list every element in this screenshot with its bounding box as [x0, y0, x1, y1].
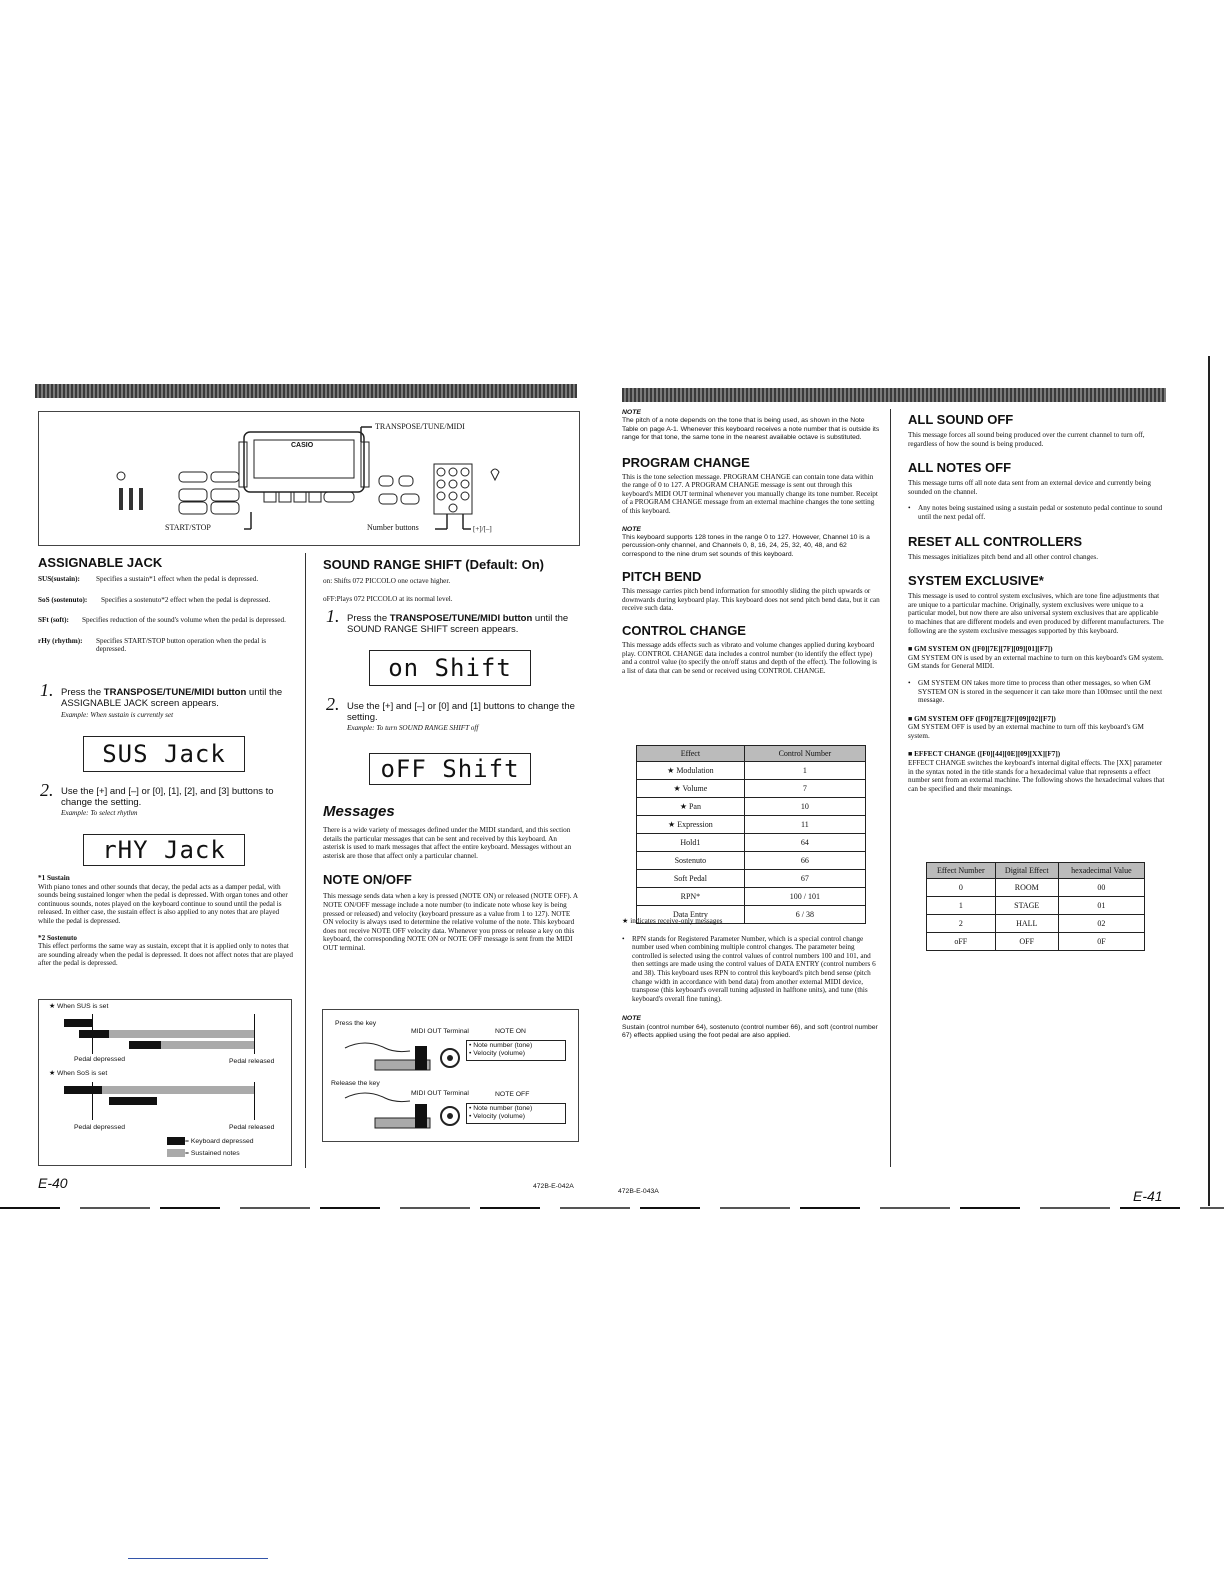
note-on-data-box: • Note number (tone) • Velocity (volume)	[466, 1040, 566, 1061]
effect-change-text: EFFECT CHANGE switches the keyboard's internal digital effects. The [XX] parameter in the syntax noted in the title stands for a hexadecimal value that represents a effect number sent from an external machine. The following shows the hexadecimal values that can be specified and their meanings.	[908, 759, 1165, 793]
keyboard-depressed-bar	[129, 1041, 161, 1049]
all-notes-off-title: ALL NOTES OFF	[908, 460, 1012, 476]
note1-text: The pitch of a note depends on the tone that is being used, as shown in the Note Table on page A-1. Whenever this keyboard receives a note number that is outside its range for that tone, the same tone in the nearest available octave is substituted.	[622, 417, 880, 442]
assignable-step2: Use the [+] and [–] or [0], [1], [2], and [3] buttons to change the setting.	[61, 786, 274, 808]
all-notes-off-text: This message turns off all note data sent from an external device and currently being sounded on the channel.	[908, 479, 1151, 496]
brand-logo: CASIO	[291, 442, 314, 449]
note-off-label: NOTE OFF	[495, 1091, 530, 1098]
sustain-note-title: *1 Sustain	[38, 874, 70, 882]
assignable-step1: Press the TRANSPOSE/TUNE/MIDI button until the ASSIGNABLE JACK screen appears.	[61, 687, 283, 709]
pedal-depressed-label: Pedal depressed	[74, 1056, 126, 1063]
sostenuto-note-text: This effect performs the same way as sustain, except that it is applied only to notes that are sounding already when the pedal is depressed. It does not affect notes that are played after the pedal is depressed.	[38, 942, 293, 968]
page-edge-line	[1208, 356, 1210, 1206]
table-row: 1 STAGE 01	[927, 897, 1145, 915]
table-header: hexadecimal Value	[1058, 863, 1144, 879]
table-row: Sostenuto 66	[637, 852, 866, 870]
pedal-depressed-label: Pedal depressed	[74, 1124, 126, 1131]
note-label: NOTE	[622, 1015, 641, 1023]
program-change-title: PROGRAM CHANGE	[622, 454, 750, 470]
right-right-column	[908, 412, 1165, 793]
gm-system-off-title: ■ GM SYSTEM OFF ([F0][7E][7F][09][02][F7])	[908, 714, 1056, 723]
column-divider	[305, 553, 306, 1168]
control-change-title: CONTROL CHANGE	[622, 623, 746, 638]
page-number-right: E-41	[1133, 1188, 1163, 1204]
gm-system-on-bullet: • GM SYSTEM ON takes more time to process than other messages, so when GM SYSTEM ON is stored in the sequencer it can take more than 100msec until the next message.	[908, 678, 1163, 705]
sustain-note-text: With piano tones and other sounds that decay, the pedal acts as a damper pedal, with sounds being sustained longer when the pedal is depressed. With organ tones and other continuous sounds, notes played on the keyboard continue to sound until the pedal is released. In either case, the sustain effect is also applied to any notes that are played while the pedal is depressed.	[38, 882, 288, 925]
table-header: Digital Effect	[995, 863, 1058, 879]
pedal-timing-figure	[38, 999, 292, 1166]
column-divider	[890, 409, 891, 1167]
sus-figure-label: ★ When SUS is set	[49, 1003, 109, 1010]
program-change-text: This is the tone selection message. PROGRAM CHANGE can contain tone data within the range of 0 to 127. A PROGRAM CHANGE message is sent out through this keyboard's MIDI OUT terminal whenever you manually change its tone number. Receipt of a PROGRAM CHANGE message from an external machine changes the tone setting of this keyboard.	[622, 472, 878, 515]
all-sound-off-title: ALL SOUND OFF	[908, 412, 1014, 427]
page-number-left: E-40	[38, 1175, 68, 1191]
sound-range-section	[323, 557, 578, 603]
definition-item: rHy (rhythm): Specifies START/STOP button operation when the pedal is depressed.	[38, 636, 267, 654]
assignable-step1-example: Example: When sustain is currently set	[61, 711, 174, 719]
assignable-step2-example: Example: To select rhythm	[61, 809, 138, 817]
messages-text: There is a wide variety of messages defined under the MIDI standard, and this section details the particular messages that can be sent and received by this keyboard. An asterisk is used to mark messages that affect the entire keyboard. Messages without an asterisk are those that affect only a particular channel.	[323, 826, 572, 860]
control-change-text: This message adds effects such as vibrato and volume changes applied during keyboard play. CONTROL CHANGE data includes a control number (to identify the effect type) and a control value (to specify the on/off status and depth of the effect). The following is a list of data that can be send or received using CONTROL CHANGE.	[622, 641, 877, 675]
press-key-label: Press the key	[335, 1020, 377, 1027]
pedal-marker-line	[254, 1082, 255, 1120]
gm-system-on-title: ■ GM SYSTEM ON ([F0][7E][7F][09][01][F7])	[908, 645, 1053, 654]
note-label: NOTE	[622, 409, 641, 416]
doc-code-right: 472B-E-043A	[618, 1188, 659, 1195]
table-row: ★ Volume 7	[637, 780, 866, 798]
note3-text: Sustain (control number 64), sostenuto (control number 66), and soft (control number 67) effects applied using the foot pedal are also applied.	[622, 1023, 878, 1040]
table-row: ★ Pan 10	[637, 798, 866, 816]
sound-range-step1: Press the TRANSPOSE/TUNE/MIDI button until the SOUND RANGE SHIFT screen appears.	[347, 613, 569, 635]
control-change-table	[636, 745, 866, 924]
keyboard-panel-diagram	[38, 411, 580, 546]
lcd-on-shift: on Shift	[369, 650, 531, 686]
keyboard-depressed-bar	[64, 1019, 92, 1027]
doc-code-left: 472B-E-042A	[533, 1183, 574, 1190]
system-exclusive-title: SYSTEM EXCLUSIVE*	[908, 573, 1044, 589]
step-number: 1.	[326, 606, 340, 626]
sound-range-step2: Use the [+] and [–] or [0] and [1] buttons to change the setting.	[347, 701, 575, 723]
table-row: ★ Modulation 1	[637, 762, 866, 780]
panel-illustration	[39, 412, 579, 545]
bottom-artifact-line	[128, 1558, 268, 1559]
table-row: Data Entry 6 / 38	[637, 906, 866, 924]
table-header: Effect Number	[927, 863, 996, 879]
sound-range-step2-example: Example: To turn SOUND RANGE SHIFT off	[347, 724, 479, 732]
option-definitions	[38, 575, 293, 654]
right-header-band	[622, 388, 1166, 402]
pedal-marker-line	[254, 1014, 255, 1054]
note-onoff-title: NOTE ON/OFF	[323, 872, 412, 888]
pitch-bend-title: PITCH BEND	[622, 569, 702, 585]
table-row: ★ Expression 11	[637, 816, 866, 834]
definition-item: SFt (soft): Specifies reduction of the sound's volume when the pedal is depressed.	[38, 616, 286, 625]
system-exclusive-text: This message is used to control system exclusives, which are tone fine adjustments that are unique to a particular machine. Originally, system exclusives were unique to a particular model, but now there are also universal system exclusives that are applicable to machines that are different models and even produced by different manufacturers. The following are the system exclusive messages supported by this keyboard.	[908, 592, 1164, 635]
receive-only-note: ★ indicates receive-only messages	[622, 917, 723, 925]
messages-section	[323, 803, 578, 953]
note-onoff-text: This message sends data when a key is pressed (NOTE ON) or released (NOTE OFF). A NOTE ON/OFF message include a note number (to indicate note whose key is being pressed or released) and velocity (keyboard pressure as a value from 1 to 127). NOTE ON velocity is always used to determine the relative volume of the note. This keyboard does not receive NOTE OFF velocity data. Whenever you press or release a key on this keyboard, the corresponding NOTE ON or NOTE OFF message is sent from the MIDI OUT terminal.	[323, 892, 578, 952]
sos-figure-label: ★ When SoS is set	[49, 1070, 108, 1077]
all-notes-off-bullet: • Any notes being sustained using a sustain pedal or sostenuto pedal continue to sound until the next pedal off.	[908, 504, 1163, 521]
step-number: 1.	[40, 680, 54, 700]
table-row: Hold1 64	[637, 834, 866, 852]
note-label: NOTE	[622, 525, 641, 533]
step-number: 2.	[40, 780, 54, 800]
sostenuto-note-title: *2 Sostenuto	[38, 933, 77, 942]
gm-system-off-text: GM SYSTEM OFF is used by an external machine to turn off this keyboard's GM system.	[908, 723, 1144, 740]
note-on-off-figure	[322, 1009, 579, 1142]
definition-item: SUS(sustain): Specifies a sustain*1 effect when the pedal is depressed.	[38, 575, 259, 583]
sound-range-on: on: Shifts 072 PICCOLO one octave higher.	[323, 577, 451, 585]
number-buttons-callout: Number buttons	[367, 523, 419, 532]
table-row: oFF OFF 0F	[927, 933, 1145, 951]
release-key-label: Release the key	[331, 1080, 380, 1087]
pedal-marker-line	[92, 1014, 93, 1054]
messages-title: Messages	[323, 803, 395, 820]
rpn-note: • RPN stands for Registered Parameter Number, which is a special control change number used when combining multiple control changes. The parameter being controlled is selected using the control values of control numbers 100 and 101, and then settings are made using the control values of DATA ENTRY (control numbers 6 and 38). This keyboard uses RPN to control this keyboard's pitch bend sense (pitch change width in accordance with bend data) from another external MIDI device, transpose (this keyboard's overall tuning adjusted in halftone units), and tune (this keyboard's overall fine tuning).	[622, 934, 876, 1003]
keyboard-depressed-bar	[109, 1097, 157, 1105]
footer-rule	[0, 1207, 1224, 1209]
sustained-notes-bar	[102, 1086, 254, 1094]
midi-out-label: MIDI OUT Terminal	[411, 1090, 469, 1097]
step-number: 2.	[326, 694, 340, 714]
plus-minus-callout: [+]/[–]	[473, 525, 492, 533]
keyboard-depressed-bar	[79, 1030, 109, 1038]
legend-keyboard: = Keyboard depressed	[167, 1137, 254, 1146]
left-header-band	[35, 384, 577, 398]
right-middle-column	[622, 409, 880, 675]
pedal-released-label: Pedal released	[229, 1124, 275, 1131]
control-change-notes	[622, 917, 880, 1041]
assignable-jack-section	[38, 555, 293, 654]
sound-range-off: oFF:Plays 072 PICCOLO at its normal level.	[323, 594, 453, 603]
table-header: Effect	[637, 746, 745, 762]
table-row: 2 HALL 02	[927, 915, 1145, 933]
note2-text: This keyboard supports 128 tones in the range 0 to 127. However, Channel 10 is a percussion-only channel, and Channels 0, 8, 16, 24, 25, 32, 40, 48, and 62 correspond to the nine drum set sounds of this keyboard.	[622, 534, 870, 558]
sustain-note	[38, 874, 293, 968]
note-on-label: NOTE ON	[495, 1028, 526, 1035]
assignable-jack-title: ASSIGNABLE JACK	[38, 555, 163, 570]
reset-controllers-text: This messages initializes pitch bend and all other control changes.	[908, 552, 1099, 561]
midi-out-label: MIDI OUT Terminal	[411, 1028, 469, 1035]
reset-controllers-title: RESET ALL CONTROLLERS	[908, 533, 1083, 549]
keyboard-depressed-bar	[64, 1086, 102, 1094]
sound-range-title: SOUND RANGE SHIFT (Default: On)	[323, 557, 544, 572]
legend-sustained: = Sustained notes	[167, 1149, 240, 1158]
sustained-notes-bar	[161, 1041, 254, 1049]
pedal-marker-line	[92, 1082, 93, 1120]
table-row: Soft Pedal 67	[637, 870, 866, 888]
all-sound-off-text: This message forces all sound being produced over the current channel to turn off, regardless of how the sound is being produced.	[908, 431, 1145, 448]
lcd-rhy-jack: rHY Jack	[83, 834, 245, 866]
effect-change-table	[926, 862, 1145, 951]
effect-change-title: ■ EFFECT CHANGE ([F0][44][0E][09][XX][F7])	[908, 750, 1061, 759]
gm-system-on-text: GM SYSTEM ON is used by an external machine to turn on this keyboard's GM system. GM stands for General MIDI.	[908, 653, 1164, 671]
definition-item: SoS (sostenuto): Specifies a sostenuto*2 effect when the pedal is depressed.	[38, 595, 271, 604]
note-off-data-box: • Note number (tone) • Velocity (volume)	[466, 1103, 566, 1124]
table-row: RPN* 100 / 101	[637, 888, 866, 906]
pedal-released-label: Pedal released	[229, 1058, 275, 1065]
pitch-bend-text: This message carries pitch bend information for smoothly sliding the pitch upwards or downwards during keyboard play. This keyboard does not send pitch bend data, but it can receive such data.	[622, 587, 880, 613]
table-row: 0 ROOM 00	[927, 879, 1145, 897]
table-header: Control Number	[744, 746, 865, 762]
sustained-notes-bar	[109, 1030, 254, 1038]
startstop-callout: START/STOP	[165, 523, 211, 532]
lcd-off-shift: oFF Shift	[369, 753, 531, 785]
transpose-callout: TRANSPOSE/TUNE/MIDI	[375, 422, 465, 431]
lcd-sus-jack: SUS Jack	[83, 736, 245, 772]
